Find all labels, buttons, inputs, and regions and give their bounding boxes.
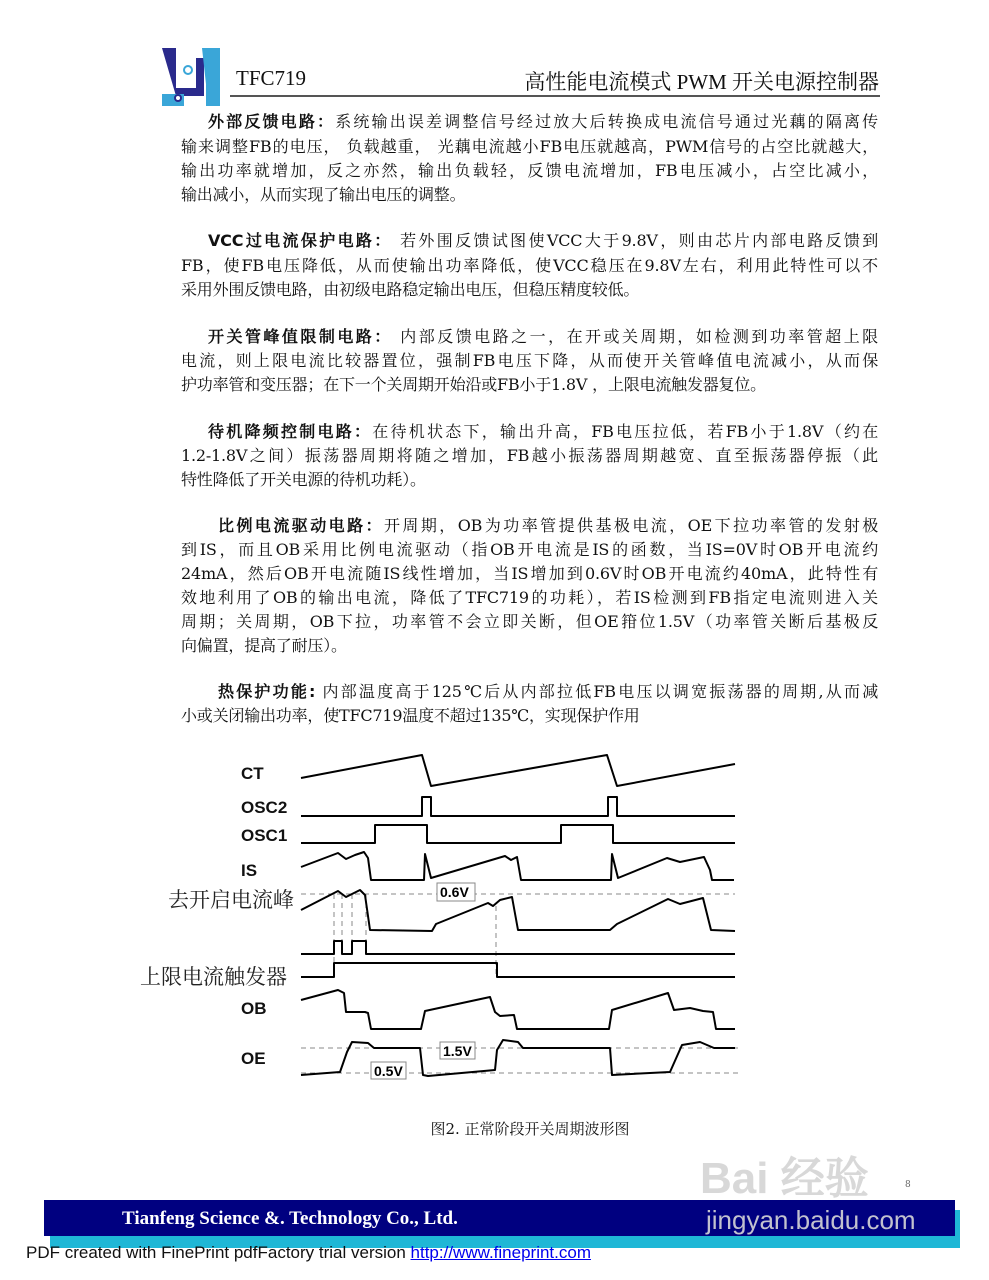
paragraph-text: 小或关闭输出功率，使TFC719温度不超过135℃，实现保护作用 <box>181 706 640 725</box>
side-label-peak: 去开启电流峰 <box>168 888 294 912</box>
pdf-note-text: PDF created with FinePrint pdfFactory trial version <box>26 1243 411 1262</box>
paragraph-text: 输出功率就增加，反之亦然，输出负载轻，反馈电流增加，FB电压减小，占空比减小， <box>181 161 878 180</box>
paragraph-text: 特性降低了开关电源的待机功耗）。 <box>181 470 426 489</box>
paragraph-heading: 外部反馈电路： <box>208 112 336 131</box>
paragraph-text: 向偏置，提高了耐压）。 <box>181 636 347 655</box>
side-label-trigger: 上限电流触发器 <box>140 965 287 989</box>
paragraph-text: 护功率管和变压器；在下一个关周期开始沿或FB小于1.8V ，上限电流触发器复位。 <box>181 375 766 394</box>
level-label-1.5v: 1.5V <box>443 1043 472 1059</box>
paragraph-text: 若外围反馈试图使VCC大于9.8V，则由芯片内部电路反馈到 <box>392 231 878 250</box>
baidu-watermark-url: jingyan.baidu.com <box>706 1205 916 1235</box>
paragraph-text: FB，使FB电压降低，从而使输出功率降低，使VCC稳压在9.8V左右，利用此特性可以不 <box>181 256 878 275</box>
paragraph-text: 效地利用了OB的输出电流，降低了TFC719的功耗），若IS检测到FB指定电流则进入关 <box>181 588 878 607</box>
paragraph-text: 采用外围反馈电路，由初级电路稳定输出电压，但稳压精度较低。 <box>181 280 640 299</box>
paragraph-heading: 比例电流驱动电路： <box>218 516 384 535</box>
paragraph-text: 到IS，而且OB采用比例电流驱动（指OB开电流是IS的函数，当IS=0V时OB开电流约 <box>181 540 878 559</box>
paragraph-heading: 待机降频控制电路： <box>208 422 373 441</box>
page-number: 8 <box>905 1180 911 1190</box>
paragraph-text: 输出减小，从而实现了输出电压的调整。 <box>181 185 466 204</box>
paragraph-text: 系统输出误差调整信号经过放大后转换成电流信号通过光藕的隔离传 <box>335 112 878 131</box>
oe-waveform <box>301 1040 735 1076</box>
paragraph-text: 周期；关周期，OB下拉，功率管不会立即关断，但OE箝位1.5V（功率管关断后基极反 <box>181 612 878 631</box>
paragraph-text: 内部反馈电路之一，在开或关周期，如检测到功率管超上限 <box>392 327 878 346</box>
ct-waveform <box>301 755 735 786</box>
comparator-pulse-waveform <box>301 941 735 954</box>
paragraph-text: 输来调整FB的电压， 负载越重， 光藕电流越小FB电压就越高，PWM信号的占空比就越大， <box>181 137 878 156</box>
signal-label-is: IS <box>241 861 258 880</box>
paragraph-text: 1.2-1.8V之间）振荡器周期将随之增加，FB越小振荡器周期越宽、直至振荡器停振（此 <box>181 446 878 465</box>
signal-label-osc2: OSC2 <box>241 798 288 817</box>
baidu-watermark-logo: Bai 经验 <box>700 1154 869 1203</box>
pdf-creator-note <box>26 1243 591 1263</box>
figure-caption: 图2. 正常阶段开关周期波形图 <box>430 1120 630 1138</box>
paragraph-text: 内部温度高于125℃后从内部拉低FB电压以调宽振荡器的周期,从而减 <box>315 682 878 701</box>
company-name: Tianfeng Science &. Technology Co., Ltd. <box>122 1208 458 1229</box>
paragraph-text: 开周期，OB为功率管提供基极电流，OE下拉功率管的发射极 <box>383 516 878 535</box>
paragraph-heading: 开关管峰值限制电路： <box>208 327 393 346</box>
osc1-waveform <box>301 825 735 843</box>
level-label-0.6v: 0.6V <box>440 884 469 900</box>
fineprint-link[interactable]: http://www.fineprint.com <box>410 1243 591 1262</box>
signal-label-ob: OB <box>241 999 267 1018</box>
signal-label-ct: CT <box>241 764 264 783</box>
trigger-waveform <box>301 963 735 977</box>
paragraph-heading: VCC过电流保护电路： <box>208 231 393 250</box>
signal-label-osc1: OSC1 <box>241 826 288 845</box>
ob-waveform <box>301 990 735 1029</box>
paragraph-text: 电流，则上限电流比较器置位，强制FB电压下降，从而使开关管峰值电流减小，从而保 <box>181 351 878 370</box>
is-waveform <box>301 852 734 880</box>
osc2-waveform <box>301 797 735 816</box>
paragraph-text: 24mA，然后OB开电流随IS线性增加，当IS增加到0.6V时OB开电流约40mA，此特性有 <box>181 564 878 583</box>
level-label-0.5v: 0.5V <box>374 1063 403 1079</box>
document-title: 高性能电流模式 PWM 开关电源控制器 <box>524 70 879 94</box>
signal-label-oe: OE <box>241 1049 266 1068</box>
paragraph-heading: 热保护功能: <box>218 682 316 701</box>
paragraph-text: 在待机状态下，输出升高，FB电压拉低，若FB小于1.8V（约在 <box>372 422 878 441</box>
product-name: TFC719 <box>236 66 307 90</box>
